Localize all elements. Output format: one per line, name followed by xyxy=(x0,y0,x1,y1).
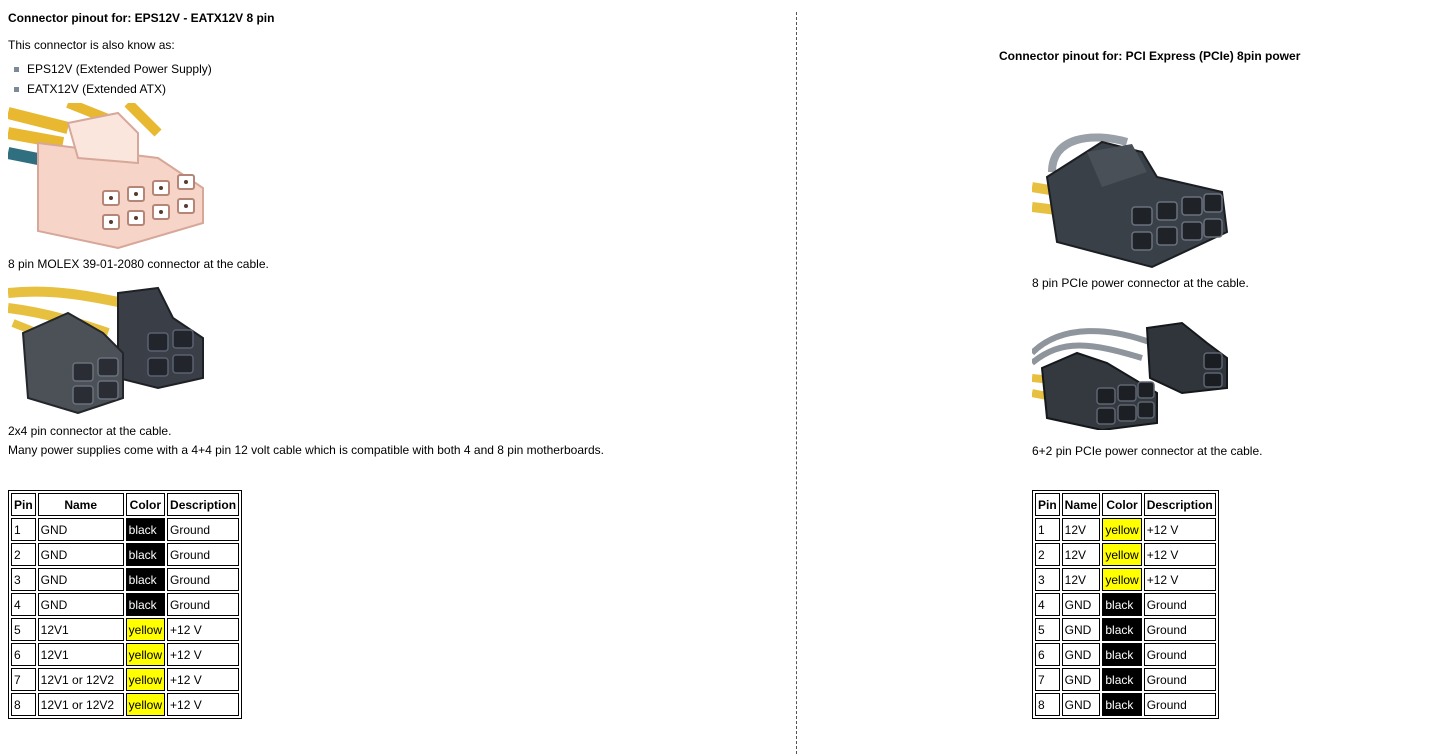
pcie-8pin-photo xyxy=(1032,132,1228,270)
eps12v-pinout-table xyxy=(8,490,242,719)
cell-name: 12V1 or 12V2 xyxy=(38,668,124,691)
cell-description: +12 V xyxy=(167,643,239,666)
cell-pin: 7 xyxy=(11,668,36,691)
cell-description: Ground xyxy=(167,568,239,591)
aka-intro: This connector is also know as: xyxy=(8,38,175,52)
cell-description: +12 V xyxy=(1144,543,1216,566)
table-row xyxy=(1035,668,1216,691)
2x4-pin-photo xyxy=(8,278,206,414)
cell-color: black xyxy=(126,543,165,566)
table-header-row xyxy=(11,493,239,516)
table-row xyxy=(11,543,239,566)
cell-name: GND xyxy=(1062,643,1101,666)
pcie-photo2-caption: 6+2 pin PCIe power connector at the cable. xyxy=(1032,444,1263,458)
cell-description: Ground xyxy=(1144,668,1216,691)
cell-name: GND xyxy=(38,543,124,566)
pcie-6plus2-photo xyxy=(1032,318,1230,430)
cell-color: yellow xyxy=(126,618,165,641)
cell-pin: 8 xyxy=(1035,693,1060,716)
cell-name: 12V1 or 12V2 xyxy=(38,693,124,716)
aka-list xyxy=(8,59,212,99)
table-row xyxy=(11,643,239,666)
cell-pin: 7 xyxy=(1035,668,1060,691)
cell-description: Ground xyxy=(1144,618,1216,641)
eps12v-8pin-photo xyxy=(8,103,204,249)
cell-name: 12V1 xyxy=(38,643,124,666)
cell-description: Ground xyxy=(1144,593,1216,616)
cell-pin: 1 xyxy=(11,518,36,541)
aka-item xyxy=(8,79,212,99)
table-row xyxy=(11,568,239,591)
cell-color: yellow xyxy=(126,643,165,666)
table-row xyxy=(1035,593,1216,616)
cell-pin: 6 xyxy=(11,643,36,666)
cell-pin: 2 xyxy=(11,543,36,566)
header-color: Color xyxy=(1102,493,1141,516)
cell-color: yellow xyxy=(126,668,165,691)
table-row xyxy=(1035,693,1216,716)
cell-name: GND xyxy=(38,593,124,616)
cell-color: black xyxy=(1102,643,1141,666)
cell-name: 12V1 xyxy=(38,618,124,641)
aka-item xyxy=(8,59,212,79)
cell-pin: 8 xyxy=(11,693,36,716)
column-divider xyxy=(796,12,797,754)
cell-name: GND xyxy=(1062,668,1101,691)
table-row xyxy=(1035,618,1216,641)
eps12v-photo2-caption: 2x4 pin connector at the cable. xyxy=(8,424,172,438)
cell-color: yellow xyxy=(1102,568,1141,591)
table-row xyxy=(11,618,239,641)
cell-color: black xyxy=(126,593,165,616)
cell-pin: 6 xyxy=(1035,643,1060,666)
cell-name: GND xyxy=(38,518,124,541)
cell-pin: 1 xyxy=(1035,518,1060,541)
aka-item-label: EATX12V (Extended ATX) xyxy=(27,82,166,96)
cell-color: black xyxy=(1102,668,1141,691)
cell-description: Ground xyxy=(167,593,239,616)
table-row xyxy=(1035,518,1216,541)
bullet-icon xyxy=(14,67,19,72)
header-description: Description xyxy=(167,493,239,516)
cell-name: GND xyxy=(1062,618,1101,641)
cell-name: GND xyxy=(1062,593,1101,616)
cell-description: Ground xyxy=(1144,643,1216,666)
pcie-photo1-caption: 8 pin PCIe power connector at the cable. xyxy=(1032,276,1249,290)
cell-name: GND xyxy=(1062,693,1101,716)
cell-color: black xyxy=(1102,693,1141,716)
header-name: Name xyxy=(38,493,124,516)
cell-description: +12 V xyxy=(1144,568,1216,591)
table-header-row xyxy=(1035,493,1216,516)
header-pin: Pin xyxy=(1035,493,1060,516)
cell-name: GND xyxy=(38,568,124,591)
cell-pin: 3 xyxy=(11,568,36,591)
cell-description: +12 V xyxy=(1144,518,1216,541)
header-name: Name xyxy=(1062,493,1101,516)
eps12v-note: Many power supplies come with a 4+4 pin 12 volt cable which is compatible with both 4 and 8 pin motherboards. xyxy=(8,443,604,457)
cell-name: 12V xyxy=(1062,568,1101,591)
aka-item-label: EPS12V (Extended Power Supply) xyxy=(27,62,212,76)
cell-pin: 4 xyxy=(1035,593,1060,616)
cell-color: black xyxy=(1102,618,1141,641)
cell-description: +12 V xyxy=(167,668,239,691)
cell-pin: 5 xyxy=(11,618,36,641)
pcie-title: Connector pinout for: PCI Express (PCIe) 8pin power xyxy=(999,49,1301,63)
table-row xyxy=(1035,568,1216,591)
cell-color: black xyxy=(126,518,165,541)
cell-pin: 2 xyxy=(1035,543,1060,566)
cell-description: +12 V xyxy=(167,693,239,716)
cell-description: Ground xyxy=(167,518,239,541)
cell-pin: 3 xyxy=(1035,568,1060,591)
cell-name: 12V xyxy=(1062,518,1101,541)
cell-description: +12 V xyxy=(167,618,239,641)
cell-pin: 5 xyxy=(1035,618,1060,641)
cell-name: 12V xyxy=(1062,543,1101,566)
header-color: Color xyxy=(126,493,165,516)
table-row xyxy=(11,693,239,716)
eps12v-title: Connector pinout for: EPS12V - EATX12V 8 pin xyxy=(8,11,275,25)
cell-description: Ground xyxy=(1144,693,1216,716)
table-row xyxy=(11,518,239,541)
cell-color: yellow xyxy=(1102,543,1141,566)
cell-color: black xyxy=(1102,593,1141,616)
bullet-icon xyxy=(14,87,19,92)
cell-color: yellow xyxy=(126,693,165,716)
table-row xyxy=(11,593,239,616)
cell-color: black xyxy=(126,568,165,591)
table-row xyxy=(1035,543,1216,566)
eps12v-photo1-caption: 8 pin MOLEX 39-01-2080 connector at the cable. xyxy=(8,257,269,271)
cell-pin: 4 xyxy=(11,593,36,616)
pcie-pinout-table xyxy=(1032,490,1219,719)
header-description: Description xyxy=(1144,493,1216,516)
cell-color: yellow xyxy=(1102,518,1141,541)
header-pin: Pin xyxy=(11,493,36,516)
cell-description: Ground xyxy=(167,543,239,566)
table-row xyxy=(11,668,239,691)
table-row xyxy=(1035,643,1216,666)
